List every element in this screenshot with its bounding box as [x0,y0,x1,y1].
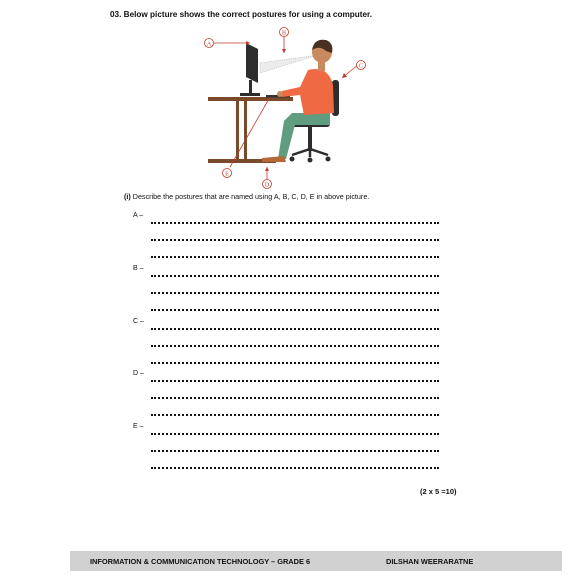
label-e-marker [223,169,232,178]
footer-author: DILSHAN WEERARATNE [386,557,474,566]
computer-posture-illustration [200,25,370,193]
answer-line[interactable] [151,467,439,469]
answer-line[interactable] [151,433,439,435]
chair-legs [292,149,328,157]
answer-line[interactable] [151,275,439,277]
svg-text:E: E [225,171,229,178]
answer-line[interactable] [151,414,439,416]
monitor [246,43,258,83]
answer-label-d: D – [133,370,144,377]
answer-line[interactable] [151,256,439,258]
answer-line[interactable] [151,222,439,224]
label-a-marker [205,39,214,48]
svg-text:B: B [281,30,287,37]
answer-line[interactable] [151,292,439,294]
label-d-marker [263,180,272,189]
monitor-base [240,93,260,96]
shirt [282,69,334,115]
answer-line[interactable] [151,380,439,382]
question-title: 03. Below picture shows the correct postures for using a computer. [110,10,373,19]
svg-text:D: D [264,182,270,189]
answer-label-c: C – [133,318,144,325]
answer-line[interactable] [151,239,439,241]
answer-label-a: A – [133,212,144,219]
page-footer [70,551,562,571]
answer-line[interactable] [151,345,439,347]
chair-post [308,127,312,151]
label-b-marker [280,28,289,37]
answer-line[interactable] [151,450,439,452]
footer-subject: INFORMATION & COMMUNICATION TECHNOLOGY – GRADE 6 [90,557,311,566]
sub-question [124,192,369,201]
shoe [262,156,286,162]
answer-line[interactable] [151,309,439,311]
svg-text:A: A [206,41,212,48]
sub-question-number: (i) [124,192,131,201]
answer-line[interactable] [151,362,439,364]
answer-label-b: B – [133,265,144,272]
marks-allocation: (2 x 5 =10) [420,487,457,496]
desk-leg-right [244,101,247,163]
label-c-marker [357,61,366,70]
answer-label-e: E – [133,423,144,430]
monitor-stand [249,80,252,93]
answer-line[interactable] [151,397,439,399]
svg-text:C: C [358,63,364,70]
sub-question-text: Describe the postures that are named using A, B, C, D, E in above picture. [130,192,370,201]
answer-line[interactable] [151,328,439,330]
desk-top [208,97,293,101]
